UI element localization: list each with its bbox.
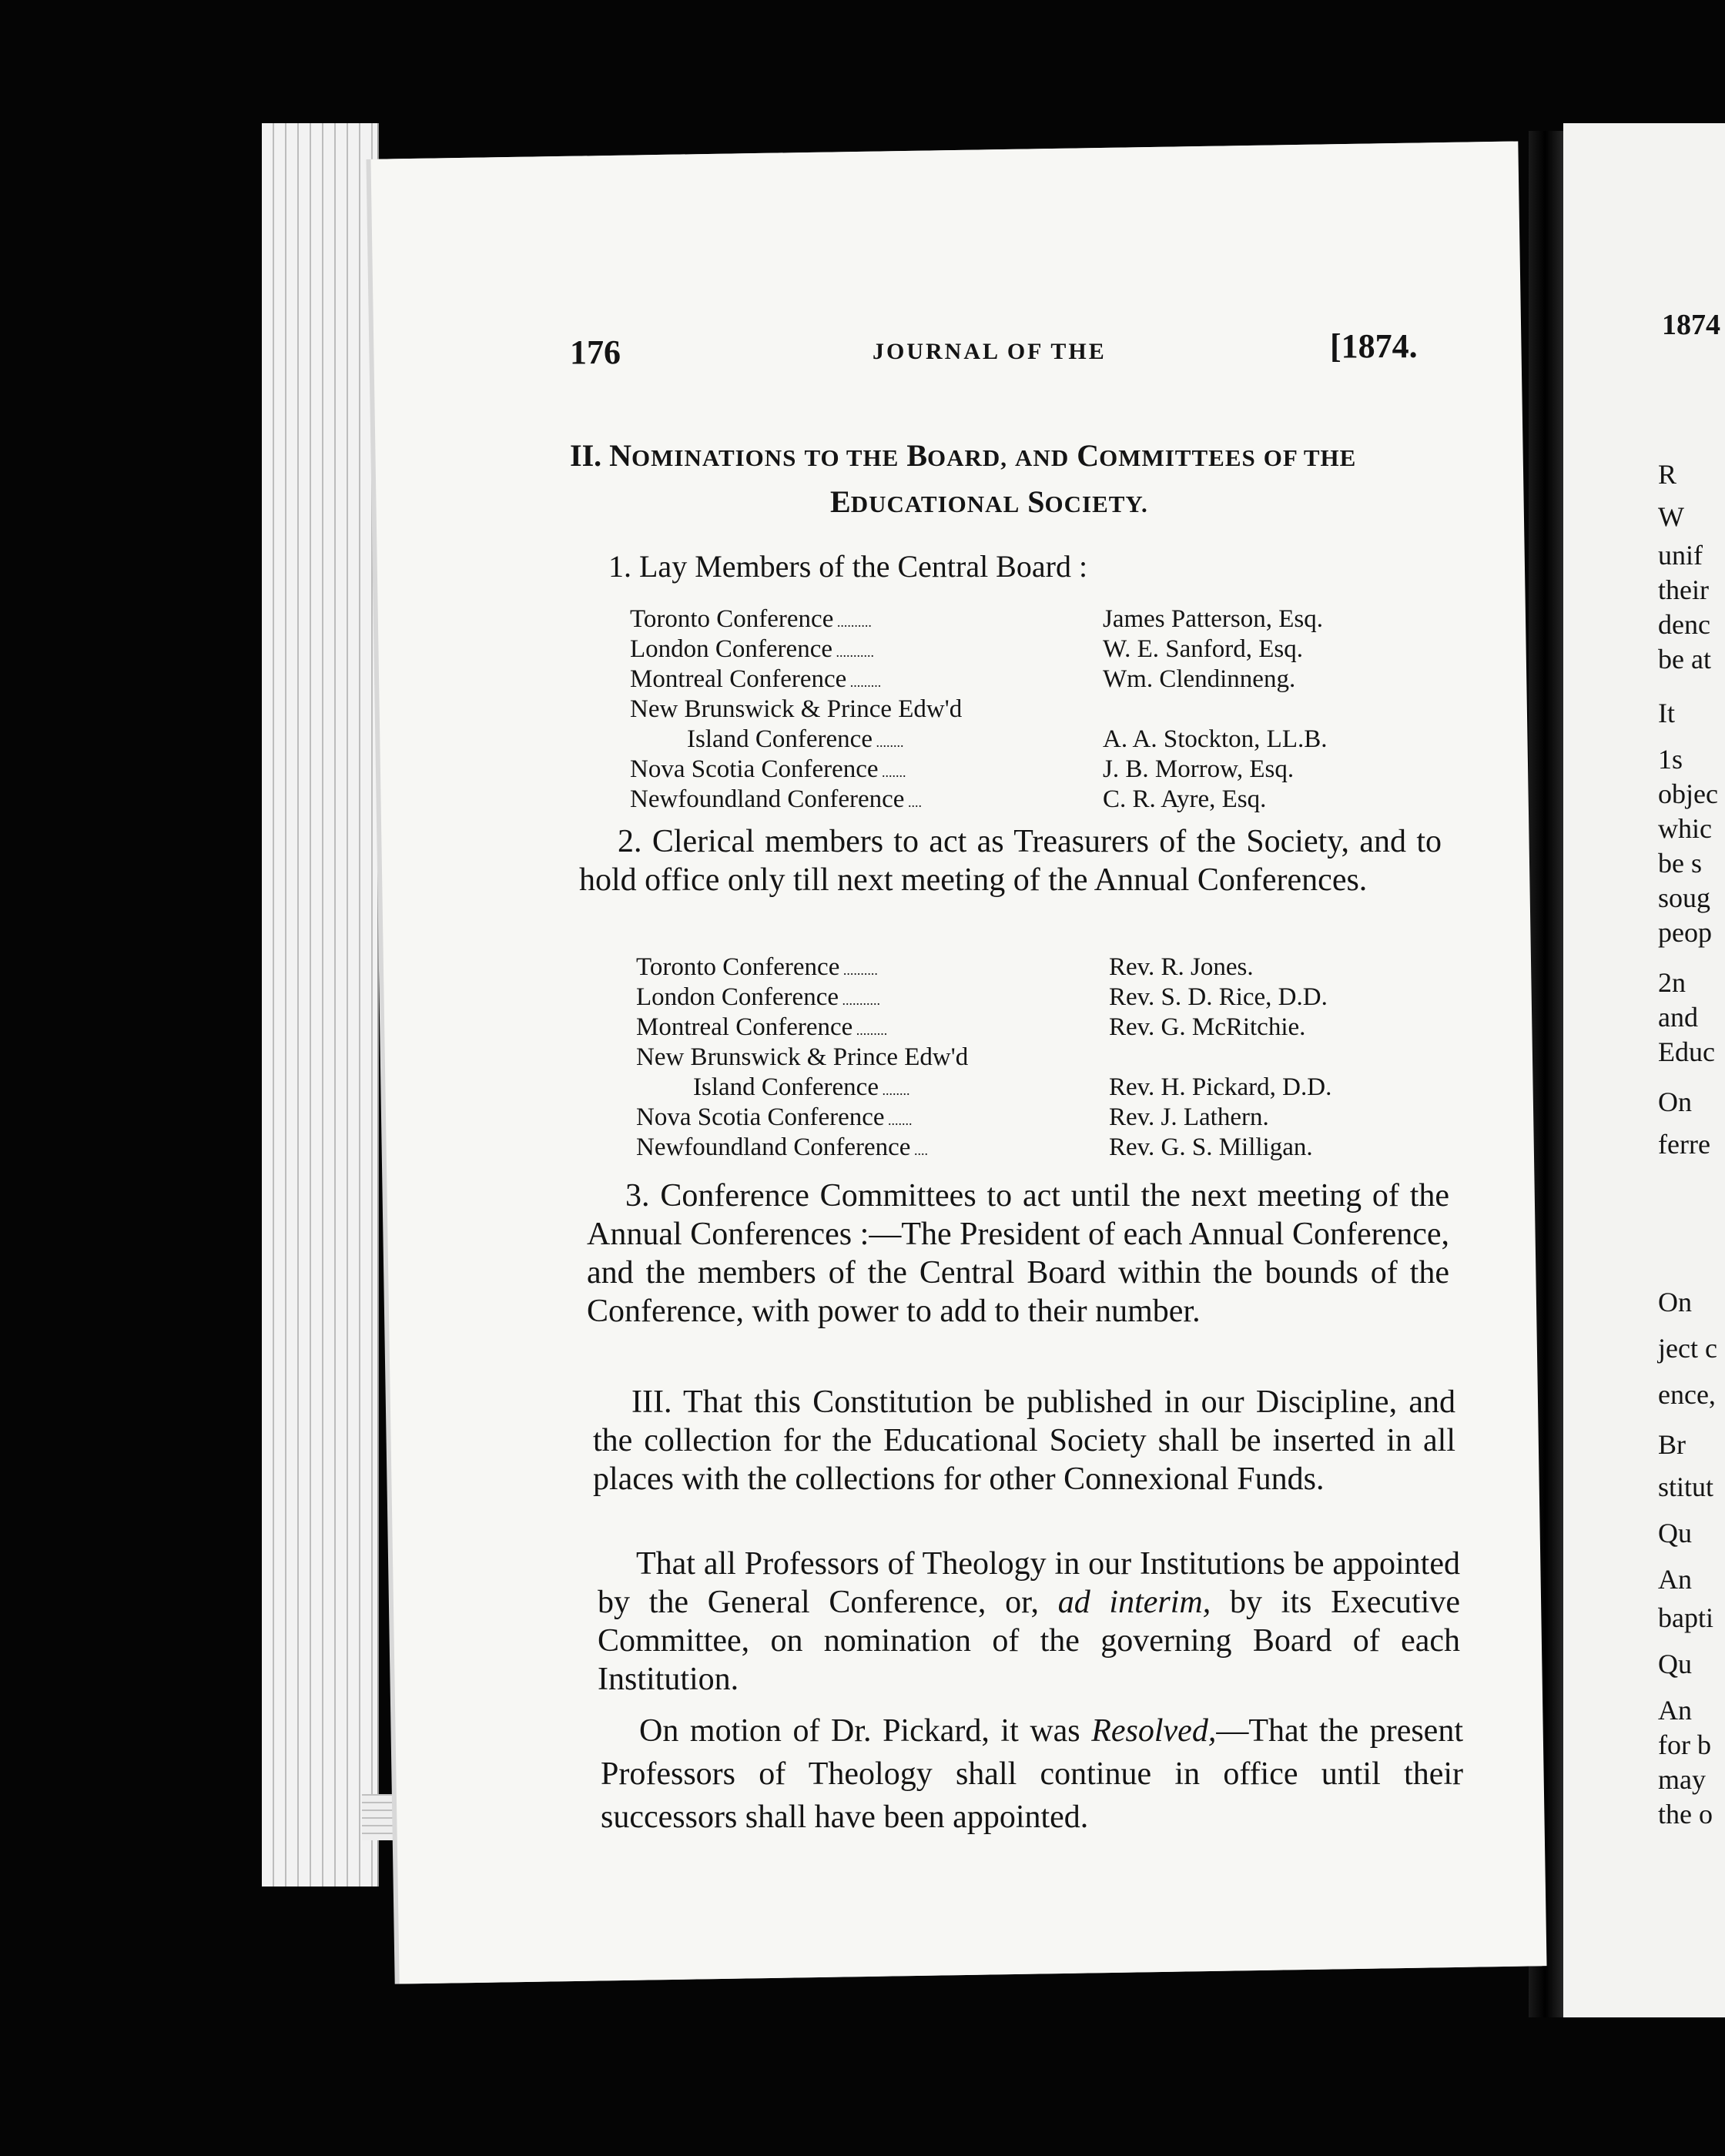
facing-page-line: Qu	[1658, 1649, 1692, 1679]
conference-name: Nova Scotia Conference .......	[630, 755, 906, 783]
facing-page-line: ject c	[1658, 1333, 1717, 1364]
leader-dots: ...........	[832, 644, 874, 660]
leader-dots: .......	[878, 765, 906, 780]
leader-dots: ..........	[839, 962, 878, 978]
constitution-block	[593, 1383, 1455, 1498]
leader-dots: .........	[852, 1023, 888, 1038]
lay-member-row	[630, 605, 1328, 635]
professors-text-2: by its Executive Committee, on nomination of the governing Board of each Institution.	[598, 1585, 1460, 1697]
facing-page-line: peop	[1658, 917, 1712, 948]
professors-italic: ad interim,	[1057, 1585, 1211, 1620]
facing-page-line: On	[1658, 1287, 1692, 1317]
title2-word	[1027, 484, 1147, 519]
lay-members-table-wrap	[630, 605, 1328, 815]
facing-page-line: An	[1658, 1695, 1692, 1726]
leader-dots: ....	[904, 795, 922, 810]
facing-page-line: and	[1658, 1002, 1698, 1033]
professors-paragraph	[598, 1545, 1460, 1699]
facing-page-line: objec	[1658, 778, 1718, 809]
conference-name: Island Conference ........	[693, 1073, 910, 1101]
title-word	[906, 438, 1007, 473]
facing-page-line: Qu	[1658, 1518, 1692, 1548]
facing-page-line: stitut	[1658, 1471, 1714, 1502]
member-name: James Patterson, Esq.	[1103, 605, 1323, 633]
facing-page-line: 2n	[1658, 967, 1686, 998]
title2-word-initial: S	[1027, 484, 1045, 519]
committees-paragraph: 3. Conference Committees to act until the next meeting of the Annual Conferences :—The President of each Annual Conference, and the members of the Central Board within the bounds of the Conference, with power to add to their number.	[587, 1178, 1449, 1329]
lay-member-row	[630, 755, 1328, 785]
title-word-rest: AND	[1015, 444, 1070, 471]
leader-dots: ..........	[833, 614, 872, 630]
running-head: JOURNAL OF THE	[873, 339, 1107, 364]
facing-page-line: On	[1658, 1086, 1692, 1117]
facing-page-line: 1s	[1658, 744, 1683, 775]
member-name: C. R. Ayre, Esq.	[1103, 785, 1267, 813]
facing-page-line: It	[1658, 698, 1675, 728]
facing-page-line: R	[1658, 459, 1677, 490]
facing-page-line: bapti	[1658, 1602, 1713, 1633]
title-word-initial: N	[609, 438, 632, 473]
member-name: Rev. J. Lathern.	[1109, 1103, 1269, 1131]
conference-name: Toronto Conference ..........	[636, 953, 878, 981]
section-title-line2	[830, 484, 1148, 520]
conference-name: London Conference ...........	[636, 983, 880, 1011]
lay-members-heading: 1. Lay Members of the Central Board :	[608, 549, 1088, 584]
page-year: [1874.	[1330, 327, 1418, 365]
page-edges	[262, 123, 379, 1886]
facing-page-line: may	[1658, 1764, 1706, 1795]
facing-page-line: their	[1658, 574, 1709, 605]
section-title-line1	[570, 437, 1356, 474]
clerical-member-row	[636, 1133, 1331, 1163]
title2-word-rest: DUCATIONAL	[850, 490, 1020, 517]
lay-member-row	[630, 635, 1328, 665]
facing-page-line: be at	[1658, 644, 1711, 675]
clerical-members-table	[636, 953, 1331, 1163]
clerical-heading-block	[579, 822, 1442, 899]
title2-word-initial: E	[830, 484, 851, 519]
leader-dots: ........	[878, 1083, 910, 1098]
clerical-member-row	[636, 1043, 1331, 1073]
lay-member-row	[630, 725, 1328, 755]
facing-page-line: the o	[1658, 1799, 1713, 1830]
facing-page-year: 1874	[1662, 309, 1720, 341]
title2-word-rest: OCIETY.	[1044, 490, 1148, 517]
facing-page-line: be s	[1658, 848, 1702, 879]
section-title-words	[609, 438, 1356, 473]
section-title-words-2	[830, 484, 1148, 519]
member-name: Wm. Clendinneng.	[1103, 665, 1296, 693]
title2-word	[830, 484, 1020, 519]
motion-text: On motion of Dr. Pickard, it was	[639, 1713, 1092, 1749]
member-name: A. A. Stockton, LL.B.	[1103, 725, 1328, 753]
facing-page-line: ferre	[1658, 1129, 1710, 1160]
title-word	[804, 438, 899, 473]
member-name: W. E. Sanford, Esq.	[1103, 635, 1304, 663]
facing-page-line: unif	[1658, 540, 1703, 571]
facing-page-line: An	[1658, 1564, 1692, 1595]
committees-block	[587, 1177, 1449, 1331]
page-number: 176	[570, 333, 621, 371]
leader-dots: .........	[846, 675, 882, 690]
motion-text-2: —That the present Professors of Theology shall continue in office until their successors shall have been appointed.	[601, 1713, 1463, 1835]
conference-name: Toronto Conference ..........	[630, 605, 872, 633]
facing-page-line: whic	[1658, 813, 1712, 844]
clerical-table-wrap	[636, 953, 1331, 1163]
clerical-member-row	[636, 983, 1331, 1013]
clerical-member-row	[636, 1013, 1331, 1043]
clerical-member-row	[636, 1103, 1331, 1133]
lay-member-row	[630, 665, 1328, 695]
professors-text: That all Professors of Theology in our Institutions be appointed by the General Conference, or,	[598, 1546, 1460, 1620]
title-word-rest: OF THE	[1263, 444, 1357, 471]
facing-page-line: denc	[1658, 609, 1710, 640]
conference-name: Montreal Conference .........	[630, 665, 882, 693]
member-name: Rev. H. Pickard, D.D.	[1109, 1073, 1332, 1101]
section-numeral: II.	[570, 438, 602, 473]
professors-block	[598, 1545, 1460, 1699]
title-word-rest: OMINATIONS	[631, 444, 797, 471]
leader-dots: ...........	[839, 993, 880, 1008]
member-name: Rev. G. S. Milligan.	[1109, 1133, 1313, 1161]
conference-name: Newfoundland Conference ....	[630, 785, 922, 813]
motion-italic: Resolved,	[1091, 1713, 1217, 1749]
lay-members-table	[630, 605, 1328, 815]
facing-page-line: ence,	[1658, 1379, 1716, 1410]
title-word	[609, 438, 796, 473]
leader-dots: ....	[910, 1143, 928, 1158]
title-word-initial: C	[1077, 438, 1100, 473]
title-word	[1264, 438, 1357, 473]
clerical-member-row	[636, 953, 1331, 983]
title-word	[1015, 438, 1069, 473]
member-name	[1109, 1043, 1331, 1073]
lay-member-row	[630, 695, 1328, 725]
member-name: Rev. R. Jones.	[1109, 953, 1254, 981]
motion-block	[601, 1709, 1463, 1839]
title-word	[1077, 438, 1256, 473]
title-word-rest: OARD,	[927, 444, 1008, 471]
member-name	[1103, 695, 1328, 725]
facing-page-line: W	[1658, 501, 1684, 532]
conference-name: London Conference ...........	[630, 635, 874, 663]
conference-name: Newfoundland Conference ....	[636, 1133, 928, 1161]
motion-paragraph	[601, 1709, 1463, 1839]
conference-name: Island Conference ........	[687, 725, 904, 753]
leader-dots: .......	[884, 1113, 913, 1128]
conference-name: New Brunswick & Prince Edw'd	[630, 695, 963, 723]
leader-dots: ........	[872, 735, 904, 750]
facing-page-line: soug	[1658, 882, 1711, 913]
conference-name: New Brunswick & Prince Edw'd	[636, 1043, 969, 1071]
constitution-paragraph: III. That this Constitution be published in our Discipline, and the collection for the Educational Society shall be inserted in all places with the collections for other Connexional Funds.	[593, 1384, 1455, 1497]
clerical-member-row	[636, 1073, 1331, 1103]
title-word-rest: TO THE	[804, 444, 899, 471]
member-name: J. B. Morrow, Esq.	[1103, 755, 1295, 783]
member-name: Rev. S. D. Rice, D.D.	[1109, 983, 1328, 1011]
member-name: Rev. G. McRitchie.	[1109, 1013, 1306, 1041]
clerical-heading: 2. Clerical members to act as Treasurers of the Society, and to hold office only till next meeting of the Annual Conferences.	[579, 824, 1442, 898]
facing-page-line: for b	[1658, 1729, 1711, 1760]
conference-name: Nova Scotia Conference .......	[636, 1103, 913, 1131]
lay-member-row	[630, 785, 1328, 815]
title-word-rest: OMMITTEES	[1099, 444, 1256, 471]
conference-name: Montreal Conference .........	[636, 1013, 888, 1041]
title-word-initial: B	[906, 438, 928, 473]
facing-page-line: Educ	[1658, 1036, 1715, 1067]
facing-page-line: Br	[1658, 1429, 1686, 1460]
